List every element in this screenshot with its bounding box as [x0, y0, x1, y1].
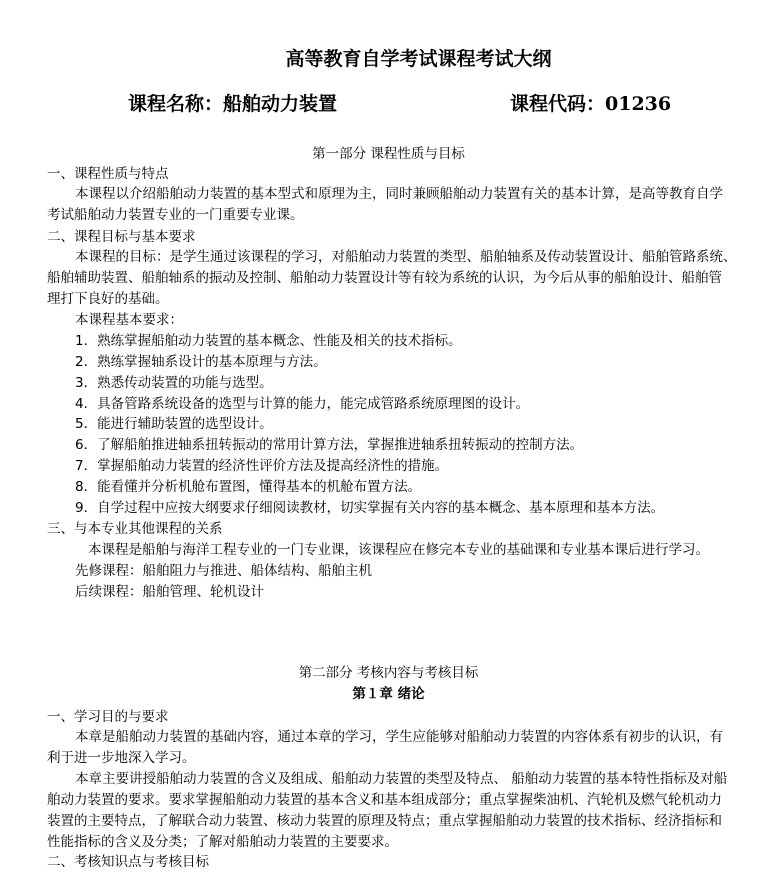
- list-item: 6．了解船舶推进轴系扭转振动的常用计算方法，掌握推进轴系扭转振动的控制方法。: [75, 437, 584, 453]
- paragraph-line: 性能指标的含义及分类；了解对船舶动力装置的主要要求。: [47, 834, 398, 850]
- course-code: 课程代码：01236: [510, 93, 672, 115]
- chapter-title: 第１章 绪论: [352, 686, 425, 702]
- part2-heading: 第二部分 考核内容与考核目标: [298, 665, 479, 681]
- list-item: 9．自学过程中应按大纲要求仔细阅读教材，切实掌握有关内容的基本概念、基本原理和基本方法。: [75, 500, 665, 516]
- paragraph-line: 舶动力装置的要求。要求掌握船舶动力装置的基本含义和基本组成部分；重点掌握柴油机、汽轮机及燃气轮机动力: [47, 792, 722, 808]
- paragraph-line: 本课程的目标：是学生通过该课程的学习，对船舶动力装置的类型、船舶轴系及传动装置设计、船舶管路系统、: [75, 249, 737, 265]
- paragraph-line: 本章是船舶动力装置的基础内容，通过本章的学习，学生应能够对船舶动力装置的内容体系有初步的认识，有: [75, 729, 723, 745]
- paragraph-line: 利于进一步地深入学习。: [47, 750, 196, 766]
- list-item: 8．能看懂并分析机舱布置图，懂得基本的机舱布置方法。: [75, 479, 422, 495]
- list-item: 7．掌握船舶动力装置的经济性评价方法及提高经济性的措施。: [75, 458, 449, 474]
- list-item: 3．熟悉传动装置的功能与选型。: [75, 375, 273, 391]
- section-heading: 三、与本专业其他课程的关系: [47, 521, 223, 537]
- section-heading: 二、考核知识点与考核目标: [47, 854, 209, 870]
- part1-heading: 第一部分 课程性质与目标: [312, 146, 465, 162]
- paragraph-line: 装置的主要特点，了解联合动力装置、核动力装置的原理及特点；重点掌握船舶动力装置的技术指标、经济指标和: [47, 813, 722, 829]
- section-heading: 二、课程目标与基本要求: [47, 229, 196, 245]
- section-heading: 一、学习目的与要求: [47, 709, 169, 725]
- paragraph-line: 本课程以介绍船舶动力装置的基本型式和原理为主，同时兼顾船舶动力装置有关的基本计算，是高等教育自学: [75, 186, 723, 202]
- list-item: 5．能进行辅助装置的选型设计。: [75, 416, 273, 432]
- course-name: 课程名称：船舶动力装置: [128, 93, 338, 115]
- paragraph-line: 船舶辅助装置、船舶轴系的振动及控制、船舶动力装置设计等有较为系统的认识，为今后从事的船舶设计、船舶管: [47, 270, 722, 286]
- requirements-title: 本课程基本要求：: [75, 312, 183, 328]
- list-item: 4．具备管路系统设备的选型与计算的能力，能完成管路系统原理图的设计。: [75, 396, 530, 412]
- paragraph-line: 考试船舶动力装置专业的一门重要专业课。: [47, 207, 304, 223]
- list-item: 1．熟练掌握船舶动力装置的基本概念、性能及相关的技术指标。: [75, 333, 462, 349]
- follow-up-courses: 后续课程：船舶管理、轮机设计: [75, 584, 264, 600]
- prerequisite-courses: 先修课程：船舶阻力与推进、船体结构、船舶主机: [75, 563, 372, 579]
- document-title: 高等教育自学考试课程考试大纲: [285, 48, 552, 70]
- paragraph-line: 本课程是船舶与海洋工程专业的一门专业课，该课程应在修完本专业的基础课和专业基本课后进行学习。: [88, 542, 709, 558]
- paragraph-line: 理打下良好的基础。: [47, 291, 169, 307]
- section-heading: 一、课程性质与特点: [47, 166, 169, 182]
- list-item: 2．熟练掌握轴系设计的基本原理与方法。: [75, 354, 327, 370]
- paragraph-line: 本章主要讲授船舶动力装置的含义及组成、船舶动力装置的类型及特点、 船舶动力装置的基本特性指标及对船: [75, 771, 728, 787]
